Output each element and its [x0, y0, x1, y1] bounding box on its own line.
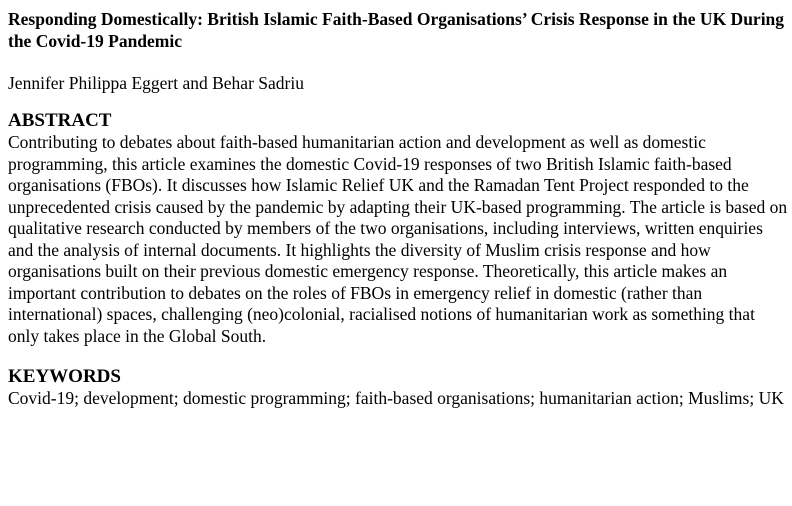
- abstract-heading: ABSTRACT: [8, 110, 112, 131]
- article-title: Responding Domestically: British Islamic Faith-Based Organisations’ Crisis Response in the UK During the Covid-19 Pandemic: [8, 9, 785, 51]
- abstract-text: Contributing to debates about faith-based humanitarian action and development as well as domestic programming, this article examines the domestic Covid-19 responses of two British Islamic faith-based organisations (FBOs). It discusses how Islamic Relief UK and the Ramadan Tent Project responded to the unprecedented crisis caused by the pandemic by adapting their UK-based programming. The article is based on qualitative research conducted by members of the two organisations, including interviews, written enquiries and the analysis of internal documents. It highlights the diversity of Muslim crisis response and how organisations built on their previous domestic emergency response. Theoretically, this article makes an important contribution to debates on the roles of FBOs in emergency relief in domestic (rather than international) spaces, challenging (neo)colonial, racialised notions of humanitarian work as something that only takes place in the Global South.: [8, 132, 788, 346]
- keywords-heading: KEYWORDS: [8, 366, 121, 387]
- article-authors: Jennifer Philippa Eggert and Behar Sadriu: [8, 73, 304, 93]
- keywords-text: Covid-19; development; domestic programming; faith-based organisations; humanitarian action; Muslims; UK: [8, 388, 784, 408]
